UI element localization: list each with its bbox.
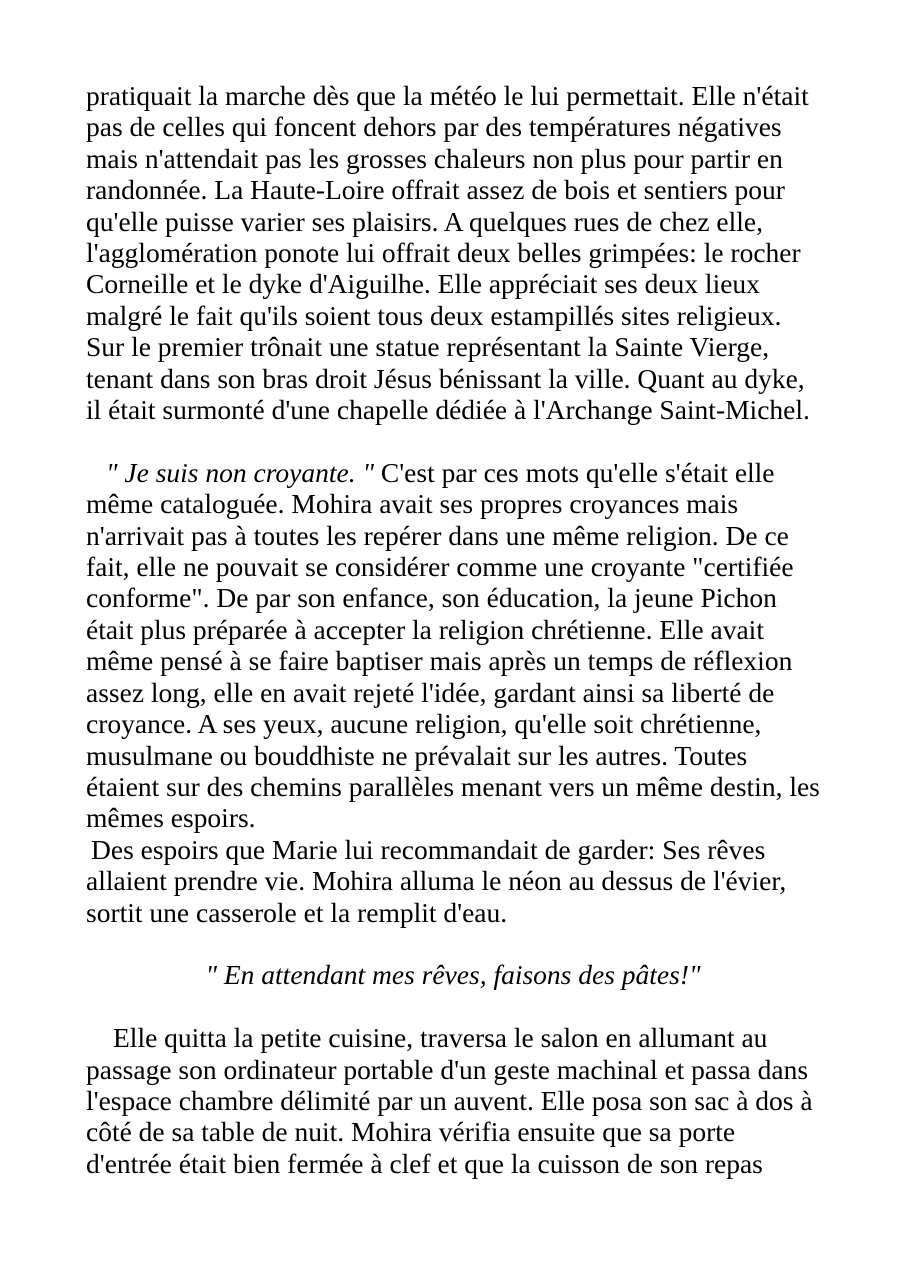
text-line <box>86 457 820 488</box>
text-line: allaient prendre vie. Mohira alluma le néon au dessus de l'évier, <box>86 865 787 897</box>
text-line: passage son ordinateur portable d'un geste machinal et passa dans <box>86 1053 809 1085</box>
text-line: Corneille et le dyke d'Aiguilhe. Elle appréciait ses deux lieux <box>86 268 760 300</box>
text-line: croyance. A ses yeux, aucune religion, qu'elle soit chrétienne, <box>86 708 762 740</box>
text-line: Sur le premier trônait une statue représentant la Sainte Vierge, <box>86 331 770 363</box>
text-line: il était surmonté d'une chapelle dédiée à l'Archange Saint-Michel. <box>86 394 810 426</box>
text-line: pratiquait la marche dès que la météo le lui permettait. Elle n'était <box>86 80 809 111</box>
blank-line <box>86 928 820 959</box>
text-line: côté de sa table de nuit. Mohira vérifia ensuite que sa porte <box>86 1116 736 1148</box>
text-line: randonnée. La Haute-Loire offrait assez de bois et sentiers pour <box>86 174 785 206</box>
text-line: Elle quitta la petite cuisine, traversa le salon en allumant au <box>113 1022 768 1054</box>
text-line: mais n'attendait pas les grosses chaleurs non plus pour partir en <box>86 142 783 174</box>
text-line: était plus préparée à accepter la religion chrétienne. Elle avait <box>86 613 764 645</box>
text-line: tenant dans son bras droit Jésus bénissant la ville. Quant au dyke, <box>86 362 805 394</box>
paragraph-1 <box>86 80 820 425</box>
paragraph-2 <box>86 457 820 834</box>
text-line: mêmes espoirs. <box>86 802 256 834</box>
paragraph-3 <box>86 834 820 928</box>
inline-quote-italic: " Je suis non croyante. " <box>106 456 374 488</box>
text-line: pas de celles qui foncent dehors par des températures négatives <box>86 111 782 143</box>
text-line: n'arrivait pas à toutes les repérer dans une même religion. De ce <box>86 519 789 551</box>
text-line: assez long, elle en avait rejeté l'idée, gardant ainsi sa liberté de <box>86 676 775 708</box>
centered-quote: " En attendant mes rêves, faisons des pâtes!" <box>205 959 701 991</box>
text-line: sortit une casserole et la remplit d'eau. <box>86 896 508 928</box>
text-line: l'agglomération ponote lui offrait deux belles grimpées: le rocher <box>86 237 801 269</box>
inline-text: C'est par ces mots qu'elle s'était elle <box>374 456 775 488</box>
text-line: fait, elle ne pouvait se considérer comme une croyante "certifiée <box>86 551 794 583</box>
text-line: même pensé à se faire baptiser mais après un temps de réflexion <box>86 645 793 677</box>
text-line: Des espoirs que Marie lui recommandait de garder: Ses rêves <box>91 833 766 865</box>
blank-line <box>86 991 820 1022</box>
text-line: qu'elle puisse varier ses plaisirs. A quelques rues de chez elle, <box>86 205 763 237</box>
text-line: même cataloguée. Mohira avait ses propres croyances mais <box>86 488 739 520</box>
text-line: musulmane ou bouddhiste ne prévalait sur les autres. Toutes <box>86 739 748 771</box>
text-line: conforme". De par son enfance, son éducation, la jeune Pichon <box>86 582 777 614</box>
text-line: étaient sur des chemins parallèles menant vers un même destin, les <box>86 770 820 802</box>
text-line: l'espace chambre délimité par un auvent. Elle posa son sac à dos à <box>86 1084 813 1116</box>
text-line: d'entrée était bien fermée à clef et que la cuisson de son repas <box>86 1147 763 1179</box>
text-line: malgré le fait qu'ils soient tous deux estampillés sites religieux. <box>86 299 782 331</box>
blank-line <box>86 425 820 456</box>
paragraph-4 <box>86 1022 820 1179</box>
